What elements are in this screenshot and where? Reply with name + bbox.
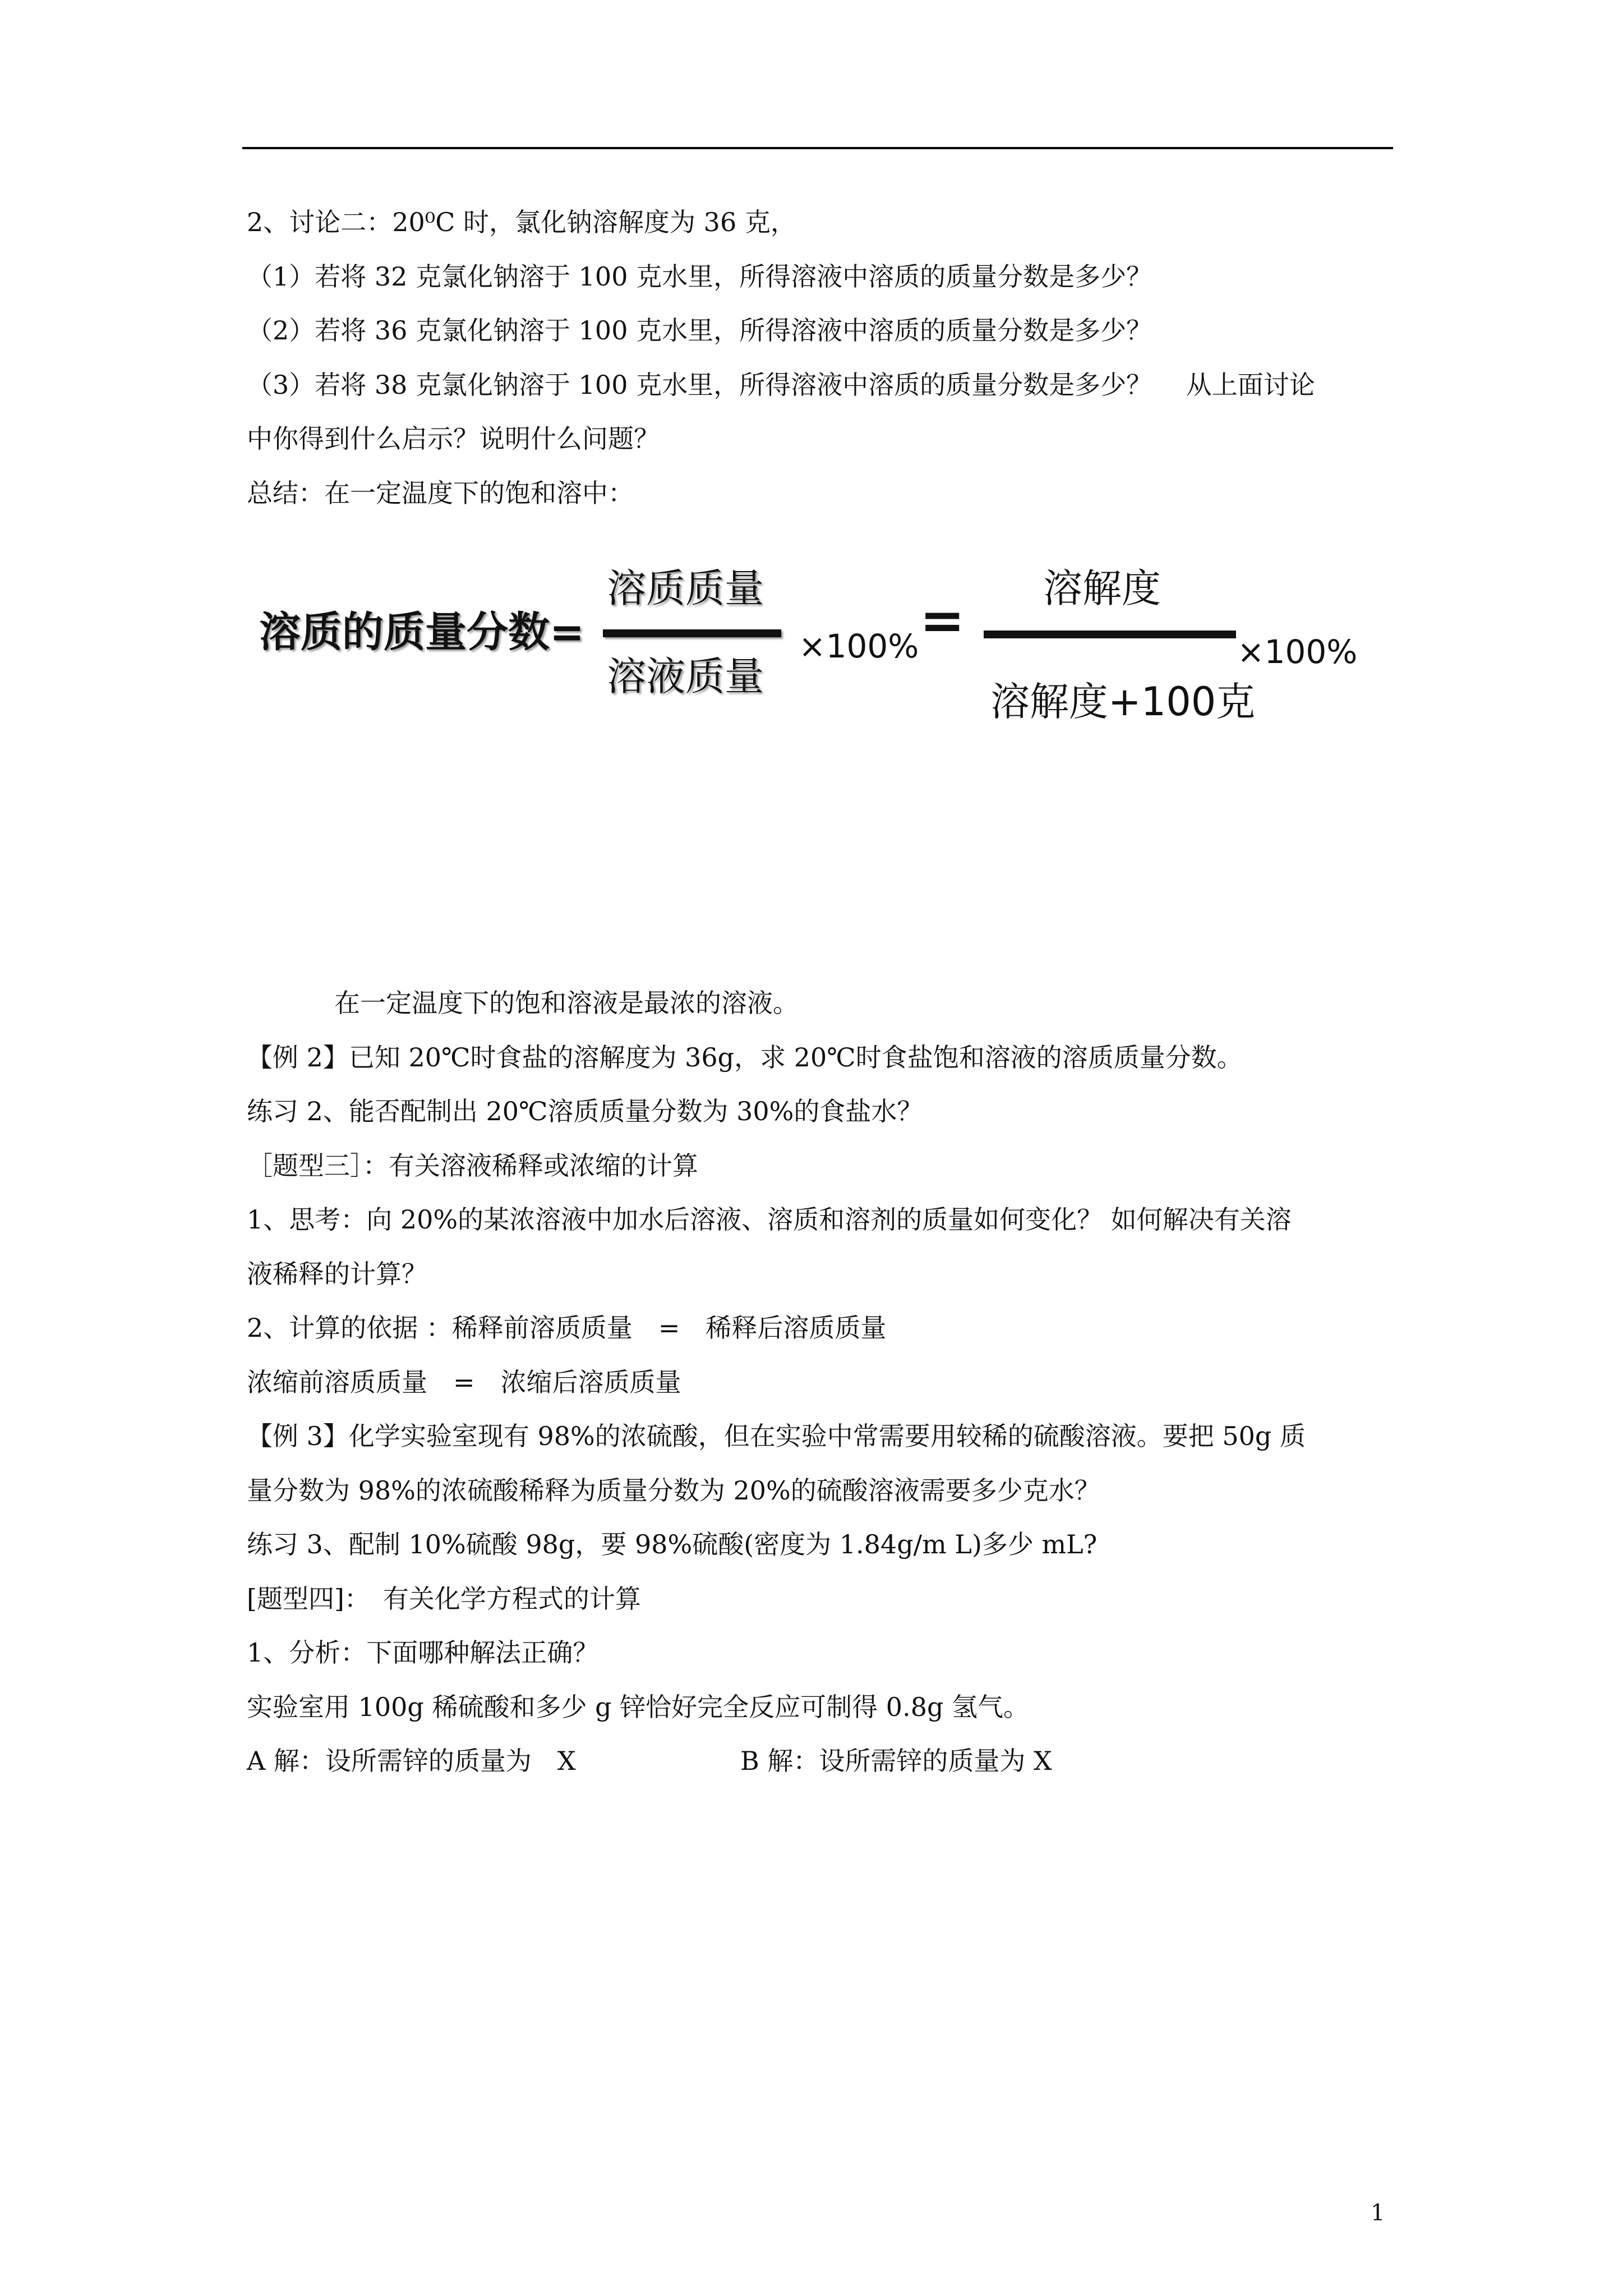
- exercise-3: 练习 3、配制 10%硫酸 98g，要 98%硫酸(密度为 1.84g/m L)多少 mL?: [247, 1529, 1098, 1559]
- concentration-basis: 浓缩前溶质质量 = 浓缩后溶质质量: [247, 1366, 681, 1397]
- solution-b: B 解：设所需锌的质量为 X: [740, 1746, 1052, 1776]
- formula-numerator-2: 溶解度: [1043, 565, 1161, 611]
- discussion-two: 2、讨论二：20⁰C 时，氯化钠溶解度为 36 克，: [247, 207, 796, 237]
- think-question-continued: 液稀释的计算？: [247, 1258, 427, 1289]
- fraction-bar-1: [603, 629, 781, 637]
- exercise-2: 练习 2、能否配制出 20℃溶质质量分数为 30%的食盐水？: [247, 1096, 923, 1126]
- document-body-continued: [247, 976, 1413, 1788]
- formula-equals: =: [920, 589, 965, 652]
- formula-denominator-2: 溶解度+100克: [990, 679, 1256, 725]
- think-question: 1、思考：向 20%的某浓溶液中加水后溶液、溶质和溶剂的质量如何变化？ 如何解决有关溶: [247, 1204, 1292, 1235]
- fraction-bar-2: [984, 631, 1236, 638]
- solution-a: A 解：设所需锌的质量为 X: [247, 1746, 576, 1776]
- question-1: （1）若将 32 克氯化钠溶于 100 克水里，所得溶液中溶质的质量分数是多少？: [247, 261, 1152, 292]
- analysis-question: 1、分析：下面哪种解法正确？: [247, 1637, 599, 1668]
- dilution-basis: 2、计算的依据 ：稀释前溶质质量 = 稀释后溶质质量: [247, 1313, 887, 1343]
- type-three-heading: ［题型三］：有关溶液稀释或浓缩的计算: [247, 1150, 698, 1181]
- formula-denominator-1: 溶液质量: [607, 654, 764, 700]
- document-body: [247, 195, 1413, 520]
- conclusion-line: 在一定温度下的饱和溶液是最浓的溶液。: [334, 988, 799, 1018]
- type-four-heading: [题型四]： 有关化学方程式的计算: [247, 1583, 641, 1614]
- question-3: （3）若将 38 克氯化钠溶于 100 克水里，所得溶液中溶质的质量分数是多少？ 从上面讨论: [247, 369, 1315, 400]
- header-rule: [242, 147, 1393, 149]
- question-3-continued: 中你得到什么启示？说明什么问题？: [247, 424, 660, 454]
- question-2: （2）若将 36 克氯化钠溶于 100 克水里，所得溶液中溶质的质量分数是多少？: [247, 315, 1152, 346]
- formula-times-100-2: ×100%: [1237, 633, 1358, 671]
- formula-numerator-1: 溶质质量: [607, 565, 764, 611]
- example-2: 【例 2】已知 20℃时食盐的溶解度为 36g，求 20℃时食盐饱和溶液的溶质质量分数。: [247, 1042, 1243, 1073]
- page-number: 1: [1371, 2200, 1385, 2226]
- example-3-continued: 量分数为 98%的浓硫酸稀释为质量分数为 20%的硫酸溶液需要多少克水？: [247, 1475, 1100, 1506]
- zinc-problem: 实验室用 100g 稀硫酸和多少 g 锌恰好完全反应可制得 0.8g 氢气。: [247, 1691, 1030, 1722]
- example-3: 【例 3】化学实验室现有 98%的浓硫酸，但在实验中常需要用较稀的硫酸溶液。要把 50g 质: [247, 1421, 1306, 1451]
- solution-options: [247, 1734, 1413, 1788]
- formula-times-100-1: ×100%: [799, 627, 919, 665]
- summary-heading: 总结：在一定温度下的饱和溶中：: [247, 477, 634, 508]
- formula-lhs: 溶质的质量分数=: [259, 608, 585, 656]
